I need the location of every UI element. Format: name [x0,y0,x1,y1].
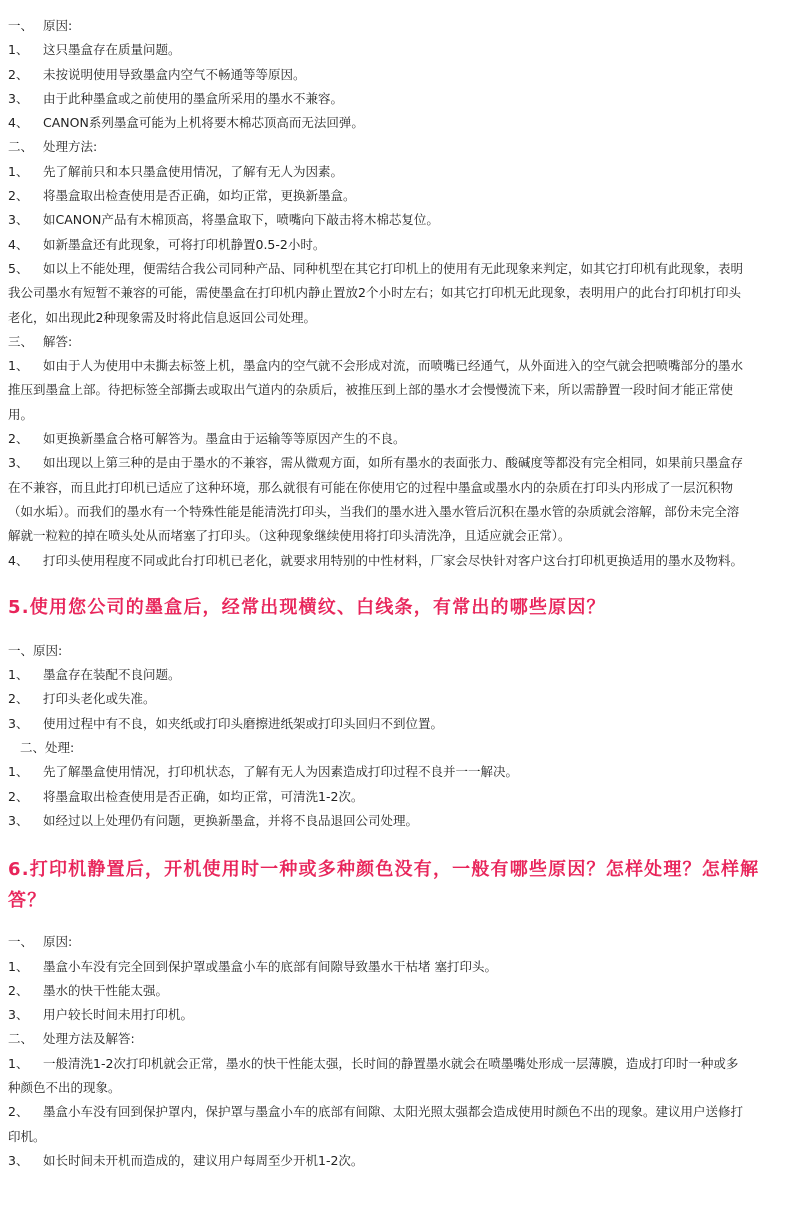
method-item: 3、 如长时间未开机而造成的，建议用户每周至少开机1-2次。 [8,1152,364,1168]
answer-item: 1、 如由于人为使用中未撕去标签上机，墨盒内的空气就不会形成对流，而喷嘴已经通气，从外面进入的空气就会把喷嘴部分的墨水推压到墨盒上部。待把标签全部撕去或取出气道内的杂质后，被推压到上部的墨水才会慢慢流下来，所以需静置一段时间才能正常使用。 [8,358,744,422]
method-item: 1、 先了解前只和本只墨盒使用情况，了解有无人为因素。 [8,163,344,179]
method-item: 2、 将墨盒取出检查使用是否正确，如均正常，可清洗1-2次。 [8,788,364,804]
cause-item: 2、 打印头老化或失准。 [8,691,156,707]
method-item: 1、 一般清洗1-2次打印机就会正常，墨水的快干性能太强，长时间的静置墨水就会在喷墨嘴处形成一层薄膜，造成打印时一种或多种颜色不出的现象。 [8,1055,739,1095]
answer-item: 4、 打印头使用程度不同或此台打印机已老化，就要求用特别的中性材料，厂家会尽快针对客户这台打印机更换适用的墨水及物料。 [8,552,744,568]
cause-item: 1、 墨盒小车没有完全回到保护罩或墨盒小车的底部有间隙导致墨水干枯堵 塞打印头。 [8,958,497,974]
section-6-title: 6.打印机静置后，开机使用时一种或多种颜色没有，一般有哪些原因？怎样处理？怎样解答？ [8,859,760,912]
method-item: 2、 墨盒小车没有回到保护罩内，保护罩与墨盒小车的底部有间隙、太阳光照太强都会造成使用时颜色不出的现象。建议用户送修打印机。 [8,1104,744,1144]
cause-heading: 一、 原因: [8,18,73,33]
cause-item: 4、 CANON系列墨盒可能为上机将要木棉芯顶高而无法回弹。 [8,115,364,131]
section-5-title: 5.使用您公司的墨盒后，经常出现横纹、白线条，有常出的哪些原因？ [8,596,606,618]
method-item: 3、 如经过以上处理仍有问题，更换新墨盒，并将不良品退回公司处理。 [8,812,419,828]
method-item: 2、 将墨盒取出检查使用是否正确，如均正常，更换新墨盒。 [8,188,356,204]
method-item: 1、 先了解墨盒使用情况，打印机状态，了解有无人为因素造成打印过程不良并一一解决。 [8,764,519,780]
cause-item: 2、 未按说明使用导致墨盒内空气不畅通等等原因。 [8,66,306,82]
cause-item: 3、 使用过程中有不良，如夹纸或打印头磨擦进纸架或打印头回归不到位置。 [8,715,444,731]
cause-item: 2、 墨水的快干性能太强。 [8,982,169,998]
answer-heading: 三、 解答: [8,333,73,349]
method-item: 5、 如以上不能处理，便需结合我公司同种产品、同种机型在其它打印机上的使用有无此现象来判定，如其它打印机有此现象，表明我公司墨水有短暂不兼容的可能，需使墨盒在打印机内静止置放2个小时左右；如其它打印机无此现象，表明用户的此台打印机打印头老化，如出现此2种现象需及时将此信息返回公司处理。 [8,260,744,325]
cause-item: 1、 墨盒存在装配不良问题。 [8,667,181,683]
method-item: 3、 如CANON产品有木棉顶高，将墨盒取下，喷嘴向下敲击将木棉芯复位。 [8,212,439,228]
cause-item: 1、 这只墨盒存在质量问题。 [8,42,181,58]
method-item: 4、 如新墨盒还有此现象，可将打印机静置0.5-2小时。 [8,236,326,252]
method-heading: 二、处理: [20,740,75,756]
cause-heading: 一、原因: [8,642,63,658]
cause-heading: 一、 原因: [8,934,73,950]
method-heading: 二、 处理方法: [8,139,98,155]
cause-item: 3、 用户较长时间未用打印机。 [8,1007,194,1023]
answer-item: 3、 如出现以上第三种的是由于墨水的不兼容，需从微观方面，如所有墨水的表面张力、酸碱度等都没有完全相同，如果前只墨盒存在不兼容，而且此打印机已适应了这种环境，那么就很有可能在你使用它的过程中墨盒或墨水内的杂质在打印头内形成了一层沉积物（如水垢）。而我们的墨水有一个特殊性能是能清洗打印头，当我们的墨水进入墨水管后沉积在墨水管的杂质就会溶解，部份未完全溶解就一粒粒的掉在喷头处从而堵塞了打印头。（这种现象继续使用将打印头清洗净，且适应就会正常）。 [8,455,744,544]
method-heading: 二、 处理方法及解答: [8,1031,135,1047]
cause-item: 3、 由于此种墨盒或之前使用的墨盒所采用的墨水不兼容。 [8,90,344,106]
answer-item: 2、 如更换新墨盒合格可解答为。墨盒由于运输等等原因产生的不良。 [8,431,406,447]
